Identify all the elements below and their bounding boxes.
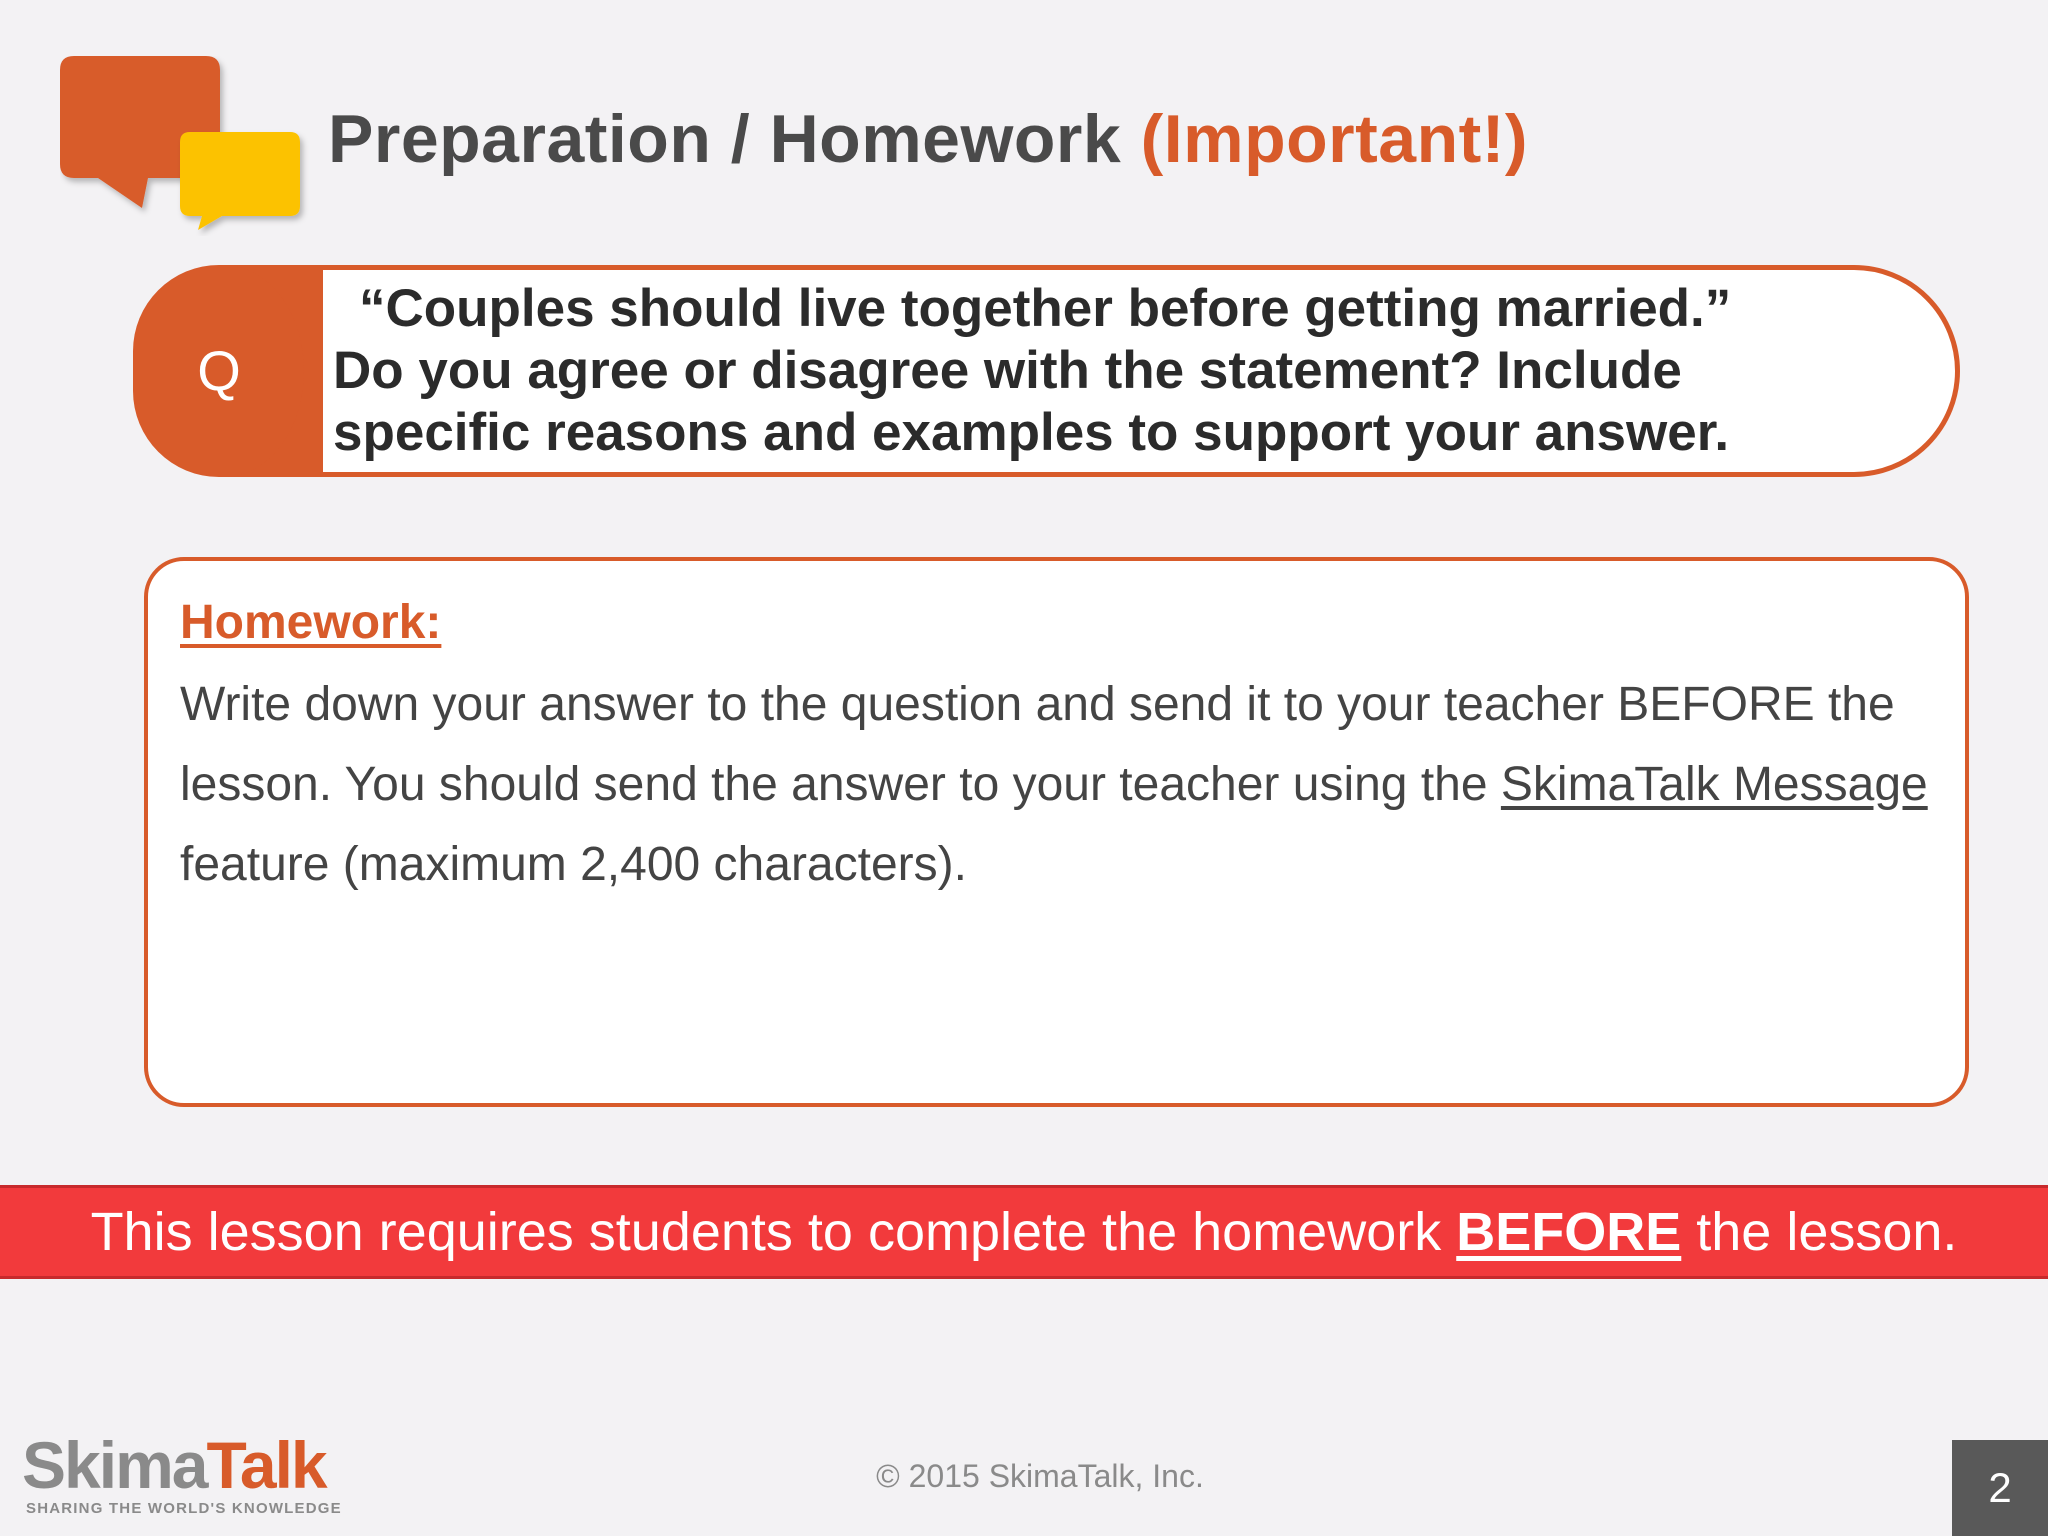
question-badge-label: Q <box>197 339 241 402</box>
homework-text-before: Write down your answer to the question and send it to your teacher BEFORE the lesson. You should send the answer to your teacher using the <box>180 678 1895 811</box>
question-text <box>333 278 1893 464</box>
page-title <box>328 100 1528 178</box>
copyright-text: © 2015 SkimaTalk, Inc. <box>876 1458 1204 1494</box>
banner-text-before: This lesson requires students to complete the homework <box>90 1202 1457 1262</box>
question-quote: “Couples should live together before getting married.” <box>359 279 1732 338</box>
speech-bubbles-icon <box>60 56 310 236</box>
logo-part-talk: Talk <box>206 1428 326 1502</box>
page-number: 2 <box>1952 1440 2048 1536</box>
skimatalk-message-link[interactable]: SkimaTalk Message <box>1500 758 1928 811</box>
banner-text-after: the lesson. <box>1681 1202 1958 1262</box>
requirement-banner <box>0 1185 2048 1279</box>
question-prompt: Do you agree or disagree with the statement? Include specific reasons and examples to support your answer. <box>333 341 1730 462</box>
banner-emphasis: BEFORE <box>1456 1202 1682 1262</box>
homework-instructions <box>180 665 1940 905</box>
logo-part-skima: Skima <box>22 1428 207 1502</box>
homework-heading: Homework: <box>180 596 442 649</box>
homework-text-after: feature (maximum 2,400 characters). <box>180 838 967 891</box>
logo-tagline: SHARING THE WORLD'S KNOWLEDGE <box>26 1500 342 1517</box>
title-emphasis: (Important!) <box>1140 101 1529 177</box>
title-main: Preparation / Homework <box>328 101 1122 177</box>
